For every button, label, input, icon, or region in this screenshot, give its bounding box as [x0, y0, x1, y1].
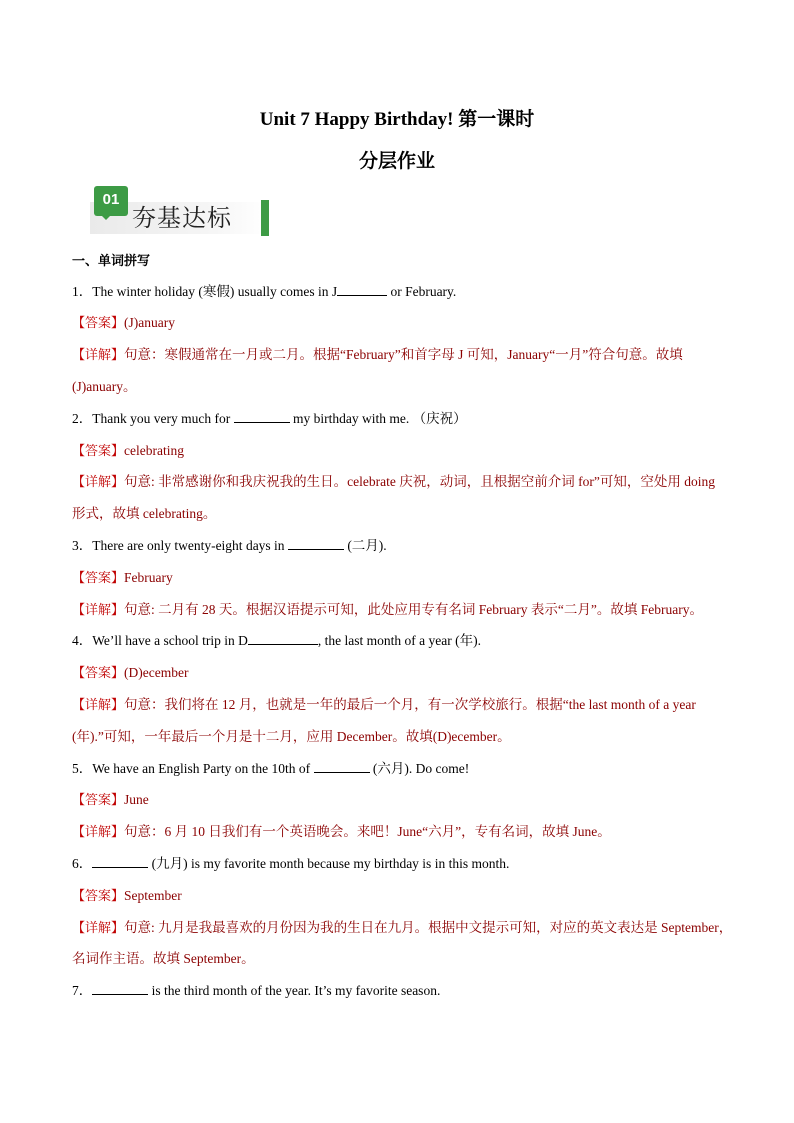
- detail-1-cont: [72, 377, 732, 397]
- answer-tag: 【答案】: [72, 666, 125, 681]
- answer-text: celebrating: [124, 443, 184, 458]
- section-banner: [86, 186, 272, 238]
- banner-badge: 01: [94, 186, 128, 216]
- answer-text: September: [124, 888, 182, 903]
- question-2: [72, 409, 732, 429]
- answer-2: [72, 441, 732, 462]
- question-text: (二月).: [343, 538, 387, 553]
- detail-text: 句意: 非常感谢你和我庆祝我的生日。celebrate 庆祝，动词，且根据空前介词 for”可知，空处用 doing: [124, 474, 715, 489]
- question-6: [72, 854, 732, 874]
- detail-6: [72, 918, 732, 939]
- answer-text: February: [124, 570, 173, 585]
- detail-4: [72, 695, 732, 716]
- answer-blank: [288, 537, 344, 550]
- answer-tag: 【答案】: [72, 793, 125, 808]
- question-text: (九月) is my favorite month because my birthday is in this month.: [148, 856, 510, 871]
- question-text: , the last month of a year (年).: [317, 633, 481, 648]
- detail-2-cont: [72, 504, 732, 524]
- question-5: [72, 759, 732, 779]
- detail-text: (年).”可知，一年最后一个月是十二月，应用 December。故填(D)ecember。: [72, 729, 511, 744]
- answer-tag: 【答案】: [72, 571, 125, 586]
- answer-tag: 【答案】: [72, 444, 125, 459]
- banner-text: 夯基达标: [132, 204, 232, 232]
- detail-tag: 【详解】: [72, 348, 125, 363]
- detail-1: [72, 345, 732, 366]
- detail-text: 句意: 二月有 28 天。根据汉语提示可知，此处应用专有名词 February 表示“二月”。故填 February。: [124, 602, 703, 617]
- detail-tag: 【详解】: [72, 603, 125, 618]
- answer-4: [72, 663, 732, 684]
- detail-6-cont: [72, 949, 732, 969]
- question-text: 3．There are only twenty-eight days in: [72, 538, 288, 553]
- question-7: [72, 981, 732, 1001]
- answer-tag: 【答案】: [72, 889, 125, 904]
- banner-badge-tail: [100, 214, 112, 220]
- question-1: [72, 282, 732, 302]
- answer-text: June: [124, 792, 149, 807]
- detail-text: 句意：寒假通常在一月或二月。根据“February”和首字母 J 可知，January“一月”符合句意。故填: [124, 347, 683, 362]
- page-title: Unit 7 Happy Birthday! 第一课时: [259, 109, 535, 130]
- question-text: my birthday with me. （庆祝）: [289, 411, 467, 426]
- detail-tag: 【详解】: [72, 475, 125, 490]
- answer-blank: [92, 982, 148, 995]
- answer-blank: [248, 632, 318, 645]
- question-text: 4．We’ll have a school trip in D: [72, 633, 248, 648]
- answer-blank: [314, 760, 370, 773]
- answer-tag: 【答案】: [72, 316, 125, 331]
- question-text: 1．The winter holiday (寒假) usually comes in J: [72, 284, 338, 299]
- question-text: 2．Thank you very much for: [72, 411, 234, 426]
- banner-accent-bar: [261, 200, 269, 236]
- detail-text: (J)anuary。: [72, 379, 137, 394]
- detail-3: [72, 600, 732, 621]
- detail-text: 名词作主语。故填 September。: [72, 951, 255, 966]
- detail-text: 句意：我们将在 12 月，也就是一年的最后一个月，有一次学校旅行。根据“the last month of a year: [124, 697, 696, 712]
- detail-text: 句意：6 月 10 日我们有一个英语晚会。来吧！June“六月”，专有名词，故填 June。: [124, 824, 611, 839]
- answer-blank: [92, 855, 148, 868]
- answer-6: [72, 886, 732, 907]
- answer-1: [72, 313, 732, 334]
- detail-text: 形式，故填 celebrating。: [72, 506, 217, 521]
- answer-5: [72, 790, 732, 811]
- detail-2: [72, 472, 732, 493]
- detail-tag: 【详解】: [72, 825, 125, 840]
- question-3: [72, 536, 732, 556]
- answer-text: (D)ecember: [124, 665, 189, 680]
- answer-3: [72, 568, 732, 589]
- detail-tag: 【详解】: [72, 698, 125, 713]
- question-text: (六月). Do come!: [369, 761, 470, 776]
- question-text: 6．: [72, 856, 93, 871]
- detail-tag: 【详解】: [72, 921, 125, 936]
- section-title: 一、单词拼写: [72, 254, 151, 269]
- question-text: is the third month of the year. It’s my favorite season.: [148, 983, 441, 998]
- question-4: [72, 631, 732, 651]
- page-subtitle: 分层作业: [358, 151, 435, 172]
- detail-5: [72, 822, 732, 843]
- answer-blank: [234, 410, 290, 423]
- answer-text: (J)anuary: [124, 315, 175, 330]
- question-text: or February.: [387, 284, 457, 299]
- answer-blank: [337, 283, 387, 296]
- detail-text: 句意: 九月是我最喜欢的月份因为我的生日在九月。根据中文提示可知，对应的英文表达是 September，: [124, 920, 733, 935]
- question-text: 7．: [72, 983, 93, 998]
- question-text: 5．We have an English Party on the 10th of: [72, 761, 314, 776]
- detail-4-cont: [72, 727, 732, 747]
